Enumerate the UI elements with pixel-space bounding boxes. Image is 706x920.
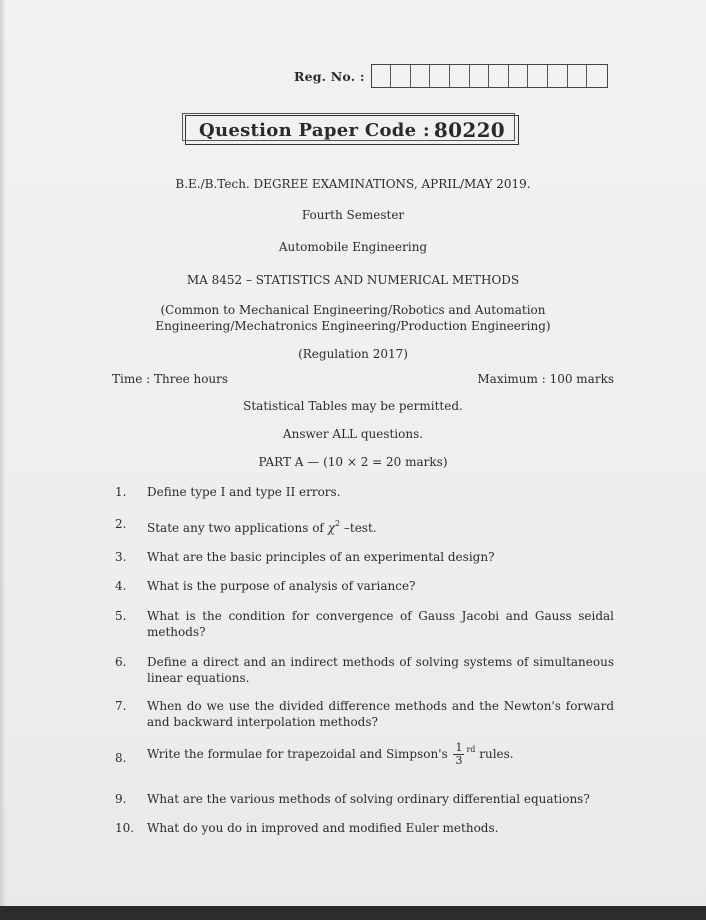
time-marks-row xyxy=(112,372,614,386)
superscript: 2 xyxy=(334,519,341,528)
question-number: 2. xyxy=(115,517,127,531)
question-text-part: State any two applications of xyxy=(147,521,328,535)
question-number: 3. xyxy=(115,550,127,564)
question-text-part: Write the formulae for trapezoidal and Simpson's xyxy=(147,747,452,761)
question-text: Define a direct and an indirect methods of solving systems of simultaneous linear equations. xyxy=(147,655,614,685)
question-text: What do you do in improved and modified Euler methods. xyxy=(147,821,499,835)
reg-label: Reg. No. : xyxy=(294,68,365,84)
question-number: 10. xyxy=(115,821,135,835)
reg-boxes xyxy=(371,64,608,88)
regulation: (Regulation 2017) xyxy=(298,347,408,361)
reg-digit-box xyxy=(587,65,607,87)
question-text-part: –test. xyxy=(340,521,377,535)
question-text: What are the basic principles of an experimental design? xyxy=(147,550,495,564)
question-number: 8. xyxy=(115,751,127,765)
reg-digit-box xyxy=(509,65,529,87)
qp-code: 80220 xyxy=(433,118,506,142)
semester: Fourth Semester xyxy=(301,208,405,222)
question-number: 1. xyxy=(115,485,127,499)
common-line-1: (Common to Mechanical Engineering/Robotics and Automation xyxy=(160,303,546,317)
time-label: Time : Three hours xyxy=(112,372,229,386)
reg-digit-box xyxy=(489,65,509,87)
question-number: 5. xyxy=(115,609,127,623)
reg-digit-box xyxy=(568,65,588,87)
common-line-2: Engineering/Mechatronics Engineering/Production Engineering) xyxy=(155,319,551,333)
question-text-part: rules. xyxy=(475,747,514,761)
qp-label: Question Paper Code : xyxy=(198,119,430,141)
reg-number-field xyxy=(294,64,608,88)
exam-title: B.E./B.Tech. DEGREE EXAMINATIONS, APRIL/MAY 2019. xyxy=(175,177,531,191)
fraction-numerator: 1 xyxy=(455,741,463,754)
question-text: What is the purpose of analysis of variance? xyxy=(147,579,416,593)
question-text: When do we use the divided difference methods and the Newton's forward and backward interpolation methods? xyxy=(147,699,614,729)
reg-digit-box xyxy=(430,65,450,87)
chi-symbol: χ xyxy=(327,521,335,535)
question-number: 6. xyxy=(115,655,127,669)
tables-note: Statistical Tables may be permitted. xyxy=(243,399,463,413)
branch: Automobile Engineering xyxy=(278,240,428,254)
question-text: What are the various methods of solving ordinary differential equations? xyxy=(147,792,590,806)
reg-digit-box xyxy=(411,65,431,87)
reg-digit-box xyxy=(450,65,470,87)
question-text xyxy=(147,516,614,536)
max-marks-label: Maximum : 100 marks xyxy=(477,372,614,386)
reg-digit-box xyxy=(528,65,548,87)
question-text: Define type I and type II errors. xyxy=(147,485,341,499)
superscript: rd xyxy=(466,745,476,754)
question-text xyxy=(147,742,614,767)
subject: MA 8452 – STATISTICS AND NUMERICAL METHODS xyxy=(186,273,520,287)
answer-all-note: Answer ALL questions. xyxy=(282,427,424,441)
fraction xyxy=(453,742,464,767)
reg-digit-box xyxy=(391,65,411,87)
question-number: 7. xyxy=(115,699,127,713)
question-text: What is the condition for convergence of Gauss Jacobi and Gauss seidal methods? xyxy=(147,609,614,639)
question-paper-code-box xyxy=(185,115,519,145)
part-a-heading: PART A — (10 × 2 = 20 marks) xyxy=(258,455,448,469)
reg-digit-box xyxy=(470,65,490,87)
reg-digit-box xyxy=(372,65,392,87)
question-number: 4. xyxy=(115,579,127,593)
reg-digit-box xyxy=(548,65,568,87)
fraction-denominator: 3 xyxy=(455,754,463,767)
question-number: 9. xyxy=(115,792,127,806)
scan-bottom-edge xyxy=(0,906,706,920)
